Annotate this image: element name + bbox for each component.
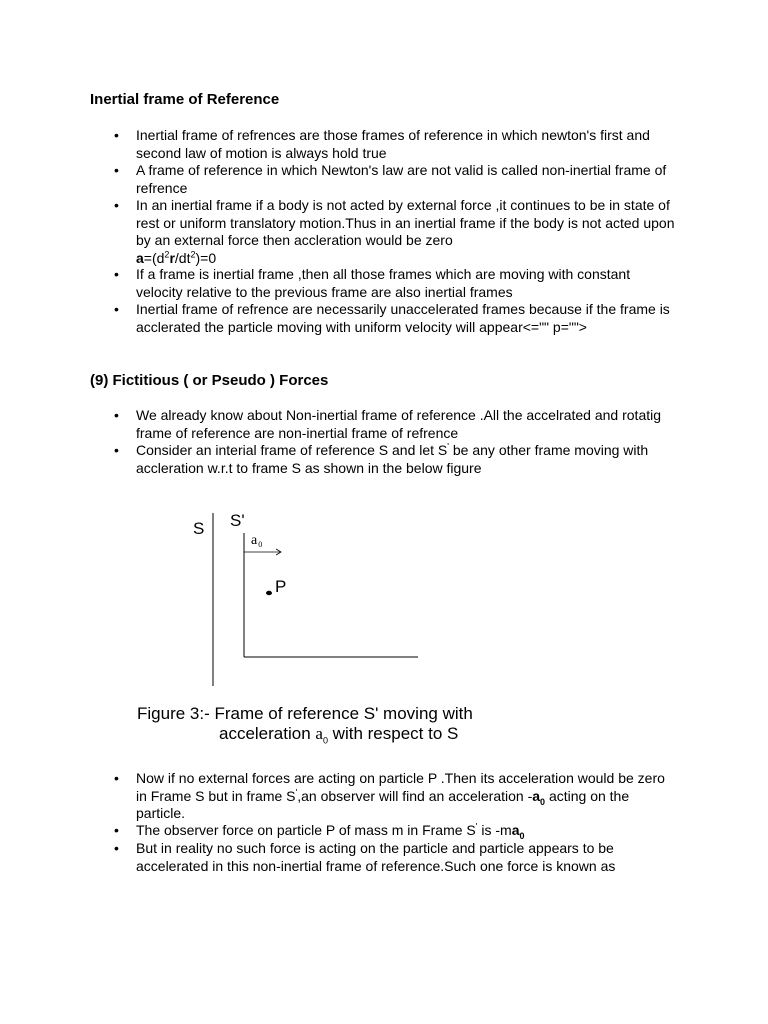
heading-fictitious-forces: (9) Fictitious ( or Pseudo ) Forces — [90, 372, 329, 389]
label-p: P — [275, 577, 287, 596]
heading-inertial-frame: Inertial frame of Reference — [90, 91, 280, 108]
list-item: • A frame of reference in which Newton's law are not valid is called non-inertial frame of refrence — [136, 162, 676, 197]
figure-caption-line2: acceleration $a_0$ with respect to S — [219, 724, 459, 746]
list-item: • We already know about Non-inertial frame of reference .All the accelrated and rotatig frame of reference are non-inertial frame of refrence — [136, 407, 676, 442]
list-item-text: In an inertial frame if a body is not acted by external force ,it continues to be in state of rest or uniform translatory motion.Thus in an inertial frame if the body is not acted upon by an external force then accleration would be zero — [136, 197, 675, 248]
figure-caption-line1: Figure 3:- Frame of reference S' moving with — [137, 704, 473, 723]
list-item: • Inertial frame of refrences are those frames of reference in which newton's first and second law of motion is always hold true — [136, 127, 676, 162]
list-item: • Inertial frame of refrence are necessarily unaccelerated frames because if the frame is acclerated the particle moving with uniform velocity will appear<="" p=""> — [136, 301, 676, 336]
list-item: • The observer force on particle P of mass m in Frame S' is $-ma_0$ — [136, 822, 676, 840]
list-item: • Consider an interial frame of reference S and let S' be any other frame moving with accleration w.r.t to frame S as shown in the below figure — [136, 442, 676, 477]
label-s: S — [193, 519, 205, 538]
list-item: • But in reality no such force is acting on the particle and particle appears to be accelerated in this non-inertial frame of reference.Such one force is known as — [136, 840, 676, 875]
list-item: • If a frame is inertial frame ,then all those frames which are moving with constant velocity relative to the previous frame are also inertial frames — [136, 266, 676, 301]
label-a0: $a_0$ — [251, 533, 263, 549]
label-s-prime: S' — [230, 511, 245, 530]
list-item: • Now if no external forces are acting on particle P .Then its acceleration would be zero in Frame S but in frame S',an observer will find an acceleration $-a_0$ acting on the particle. — [136, 770, 676, 823]
particle-p-dot — [266, 591, 272, 595]
acceleration-equation: $a=(d^2r/dt^2)=0$ — [136, 248, 217, 266]
